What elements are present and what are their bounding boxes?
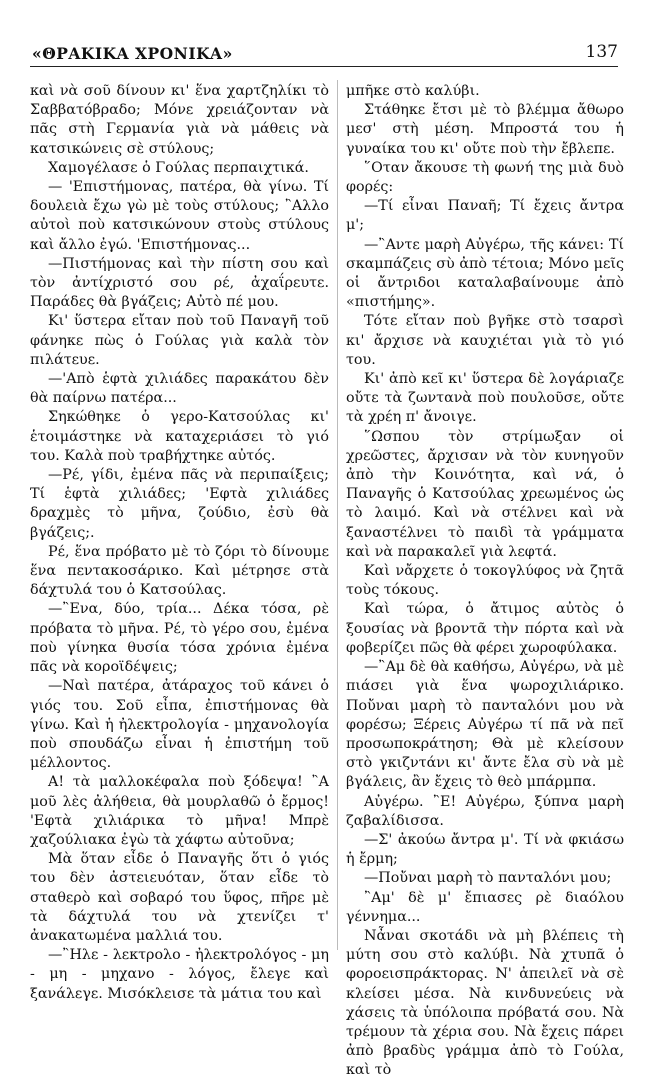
paragraph: ῞Οταν ἄκουσε τὴ φωνή της μιὰ δυὸ φορές: [346, 159, 624, 196]
paragraph: —῍Ηλε - λεκτρολο - ἠλεκτρολόγος - μη - μη - μηχανο - λόγος, ἔλεγε καὶ ξανάλεγε. Μισόκλεισε τὰ μάτια του καὶ [30, 947, 329, 1002]
left-column [30, 82, 329, 1004]
paragraph: καὶ νὰ σοῦ δίνουν κι' ἕνα χαρτζηλίκι τὸ Σαββατόβραδο; Μόνε χρειάζονταν νὰ πᾶς στὴ Γερμανία γιὰ νὰ μάθεις νὰ κατσικώνεις σὲ στύλους; [30, 83, 329, 157]
running-title: «ΘΡΑΚΙΚΑ ΧΡΟΝΙΚΑ» [32, 44, 233, 63]
right-column [346, 82, 624, 1081]
paragraph: —Τί εἶναι Παναῆ; Τί ἔχεις ἄντρα μ'; [346, 198, 624, 234]
paragraph: —Σ' ἀκούω ἄντρα μ'. Τί νὰ φκιάσω ἡ ἔρμη; [346, 831, 624, 868]
paragraph: —'Απὸ ἑφτὰ χιλιάδες παρακάτου δὲν θὰ παίρνω πατέρα... [30, 371, 329, 407]
paragraph: —Ναὶ πατέρα, ἀτάραχος τοῦ κάνει ὁ γιός του. Σοῦ εἶπα, ἐπιστήμονας θὰ γίνω. Καὶ ἡ ἠλεκτρολογία - μηχανολογία ποὺ σπουδάζω εἶναι ἡ ἐπιστήμη τοῦ μέλλοντος. [30, 678, 329, 772]
paragraph: Ρέ, ἕνα πρόβατο μὲ τὸ ζόρι τὸ δίνουμε ἕνα πεντακοσάρικο. Καὶ μέτρησε στὰ δάχτυλά του ὁ Κατσούλας. [30, 543, 329, 599]
paragraph: —Πιστήμονας καὶ τὴν πίστη σου καὶ τὸν ἀντίχριστό σου ρέ, ἀχαΐρευτε. Παράδες θὰ βγάζεις; Αὐτὸ πέ μου. [30, 255, 329, 311]
paragraph: Καὶ τώρα, ὁ ἄτιμος αὐτὸς ὁ ξουσίας νὰ βροντᾶ τὴν πόρτα καὶ νὰ φοβερίζει πῶς θὰ φέρει χωροφύλακα. [346, 601, 624, 656]
paragraph: Στάθηκε ἔτσι μὲ τὸ βλέμμα ἄθωρο μεσ' στὴ μέση. Μπροστά του ἡ γυναίκα του κι' οὔτε ποὺ τὴν ἔβλεπε. [346, 102, 624, 157]
paragraph: ῞Ωσπου τὸν στρίμωξαν οἱ χρεῶστες, ἄρχισαν νὰ τὸν κυνηγοῦν ἀπὸ τὴν Κοινότητα, καὶ νά, ὁ Παναγῆς ὁ Κατσούλας χρεωμένος ὡς τὸ λαιμό. Καὶ νὰ στέλνει καὶ νὰ ξαναστέλνει τὸ παιδὶ τὰ γράμματα καὶ νὰ παρακαλεῖ γιὰ λεφτά. [346, 428, 624, 560]
paragraph: Νἆναι σκοτάδι νὰ μὴ βλέπεις τὴ μύτη σου στὸ καλύβι. Νὰ χτυπᾶ ὁ φοροεισπράκτορας. Ν' ἀπειλεῖ νὰ σὲ κλείσει μέσα. Νὰ κινδυνεύεις νὰ χάσεις τὰ ὑπόλοιπα πρόβατά σου. Νὰ τρέμουν τὰ χέρια σου. Νὰ ἔχεις πάρει ἀπὸ βραδὺς γράμμα ἀπὸ τὸ Γούλα, καὶ τὸ [346, 927, 624, 1079]
paragraph: —῍Ενα, δύο, τρία... Δέκα τόσα, ρὲ πρόβατα τὸ μῆνα. Ρέ, τὸ γέρο σου, ἐμένα ποὺ γίνηκα θυσία τόσα χρόνια ἐμένα πᾶς νὰ κοροϊδέψεις; [30, 601, 329, 676]
paragraph: Α! τὰ μαλλοκέφαλα ποὺ ξόδεψα! ῍Α μοῦ λὲς ἀλήθεια, θὰ μουρλαθῶ ὁ ἔρμος! 'Εφτὰ χιλιάρικα τὸ μῆνα! Μπρὲ χαζούλιακα ἐγὼ τὰ χάφτω αὐτοῦνα; [30, 774, 329, 848]
page-number: 137 [585, 42, 618, 62]
paragraph: —῍Αμ δὲ θὰ καθήσω, Αὐγέρω, νὰ μὲ πιάσει γιὰ ἕνα ψωροχιλιάρικο. Ποὔναι μαρὴ τὸ πανταλόνι μου νὰ φορέσω; Ξέρεις Αὐγέρω τί πᾶ νὰ πεῖ προσωποκράτηση; Θὰ μὲ κλείσουν στὸ γκιζντάνι κι' ἄντε ἔλα σὺ νὰ μὲ βγάλεις, ἂν ἔχεις τὸ θεὸ μπάρμπα. [346, 659, 624, 791]
paragraph: Μὰ ὅταν εἶδε ὁ Παναγῆς ὅτι ὁ γιός του δὲν ἀστειευόταν, ὅταν εἶδε τὸ σταθερὸ καὶ σοβαρό του ὕφος, πῆρε μὲ τὰ δάχτυλά του νὰ χτενίζει τ' ἀνακατωμένα μαλλιά του. [30, 851, 329, 944]
paragraph: Τότε εἴταν ποὺ βγῆκε στὸ τσαρσὶ κι' ἄρχισε νὰ καυχιέται γιὰ τὸ γιό του. [346, 313, 624, 368]
paragraph: —Ποὔναι μαρὴ τὸ πανταλόνι μου; [364, 870, 612, 887]
page-header [30, 40, 618, 67]
paragraph: Αὐγέρω. ῍Ε! Αὐγέρω, ξύπνα μαρὴ ζαβαλίδισσα. [346, 793, 624, 829]
paragraph: Κι' ὕστερα εἴταν ποὺ τοῦ Παναγῆ τοῦ φάνηκε πὼς ὁ Γούλας γιὰ καλὰ τὸν πιλάτευε. [30, 313, 329, 368]
paragraph: — 'Επιστήμονας, πατέρα, θὰ γίνω. Τί δουλειὰ ἔχω γὼ μὲ τοὺς στύλους; ῍Αλλο αὐτοὶ ποὺ κατσικώνουν στοὺς στύλους καὶ ἄλλο ἐγώ. 'Επιστήμονας... [30, 179, 329, 253]
paragraph: μπῆκε στὸ καλύβι. [346, 83, 480, 99]
paragraph: ῍Αμ' δὲ μ' ἔπιασες ρὲ διαόλου γέννημα... [346, 889, 624, 925]
paragraph: Καὶ νἄρχετε ὁ τοκογλύφος νὰ ζητᾶ τοὺς τόκους. [346, 563, 624, 599]
column-divider [337, 80, 338, 950]
paragraph: —Ρέ, γίδι, ἐμένα πᾶς νὰ περιπαίξεις; Τί ἑφτὰ χιλιάδες; 'Εφτὰ χιλιάδες δραχμὲς τὸ μῆνα, ζούδιο, ἐσὺ θὰ βγάζεις;. [30, 467, 329, 541]
paragraph: Κι' ἀπὸ κεῖ κι' ὕστερα δὲ λογάριαζε οὔτε τὰ ζωντανὰ ποὺ πουλοῦσε, οὔτε τὰ χρέη π' ἄνοιγε. [346, 371, 624, 426]
paragraph: Χαμογέλασε ὁ Γούλας περπαιχτικά. [48, 159, 309, 176]
paragraph: Σηκώθηκε ὁ γερο-Κατσούλας κι' ἑτοιμάστηκε νὰ καταχεριάσει τὸ γιό του. Καλὰ ποὺ τραβήχτηκε αὐτός. [30, 409, 329, 464]
paragraph: —῍Αντε μαρὴ Αὐγέρω, τῆς κάνει: Τί σκαμπάζεις σὺ ἀπὸ τέτοια; Μόνο μεῖς οἱ ἄντριδοι καταλαβαίνουμε ἀπὸ «πιστήμης». [346, 236, 624, 311]
